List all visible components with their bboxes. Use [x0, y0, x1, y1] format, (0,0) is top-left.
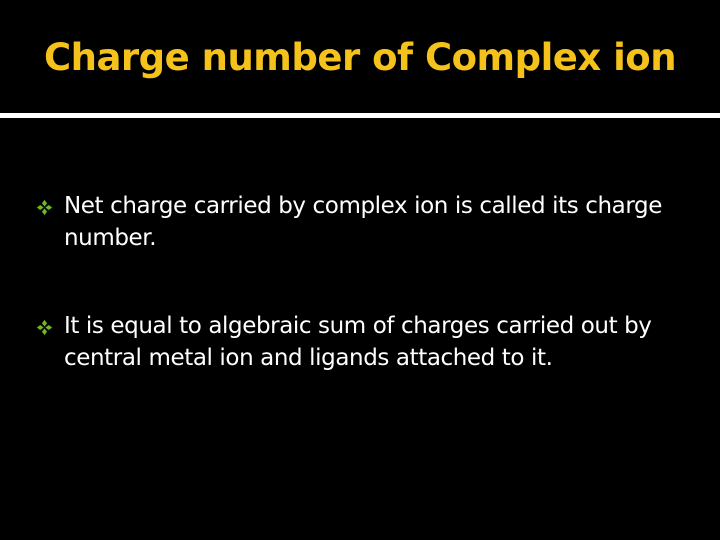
slide-title: Charge number of Complex ion	[43, 36, 677, 79]
bullet-text: Net charge carried by complex ion is called its charge number.	[64, 193, 662, 251]
four-petal-diamond-icon	[36, 319, 53, 336]
bullet-item	[36, 310, 704, 374]
title-divider	[0, 113, 720, 118]
bullet-item	[36, 190, 704, 254]
bullet-list	[36, 190, 704, 374]
four-petal-diamond-icon	[36, 199, 53, 216]
bullet-text: It is equal to algebraic sum of charges carried out by central metal ion and ligands attached to it.	[64, 313, 652, 371]
